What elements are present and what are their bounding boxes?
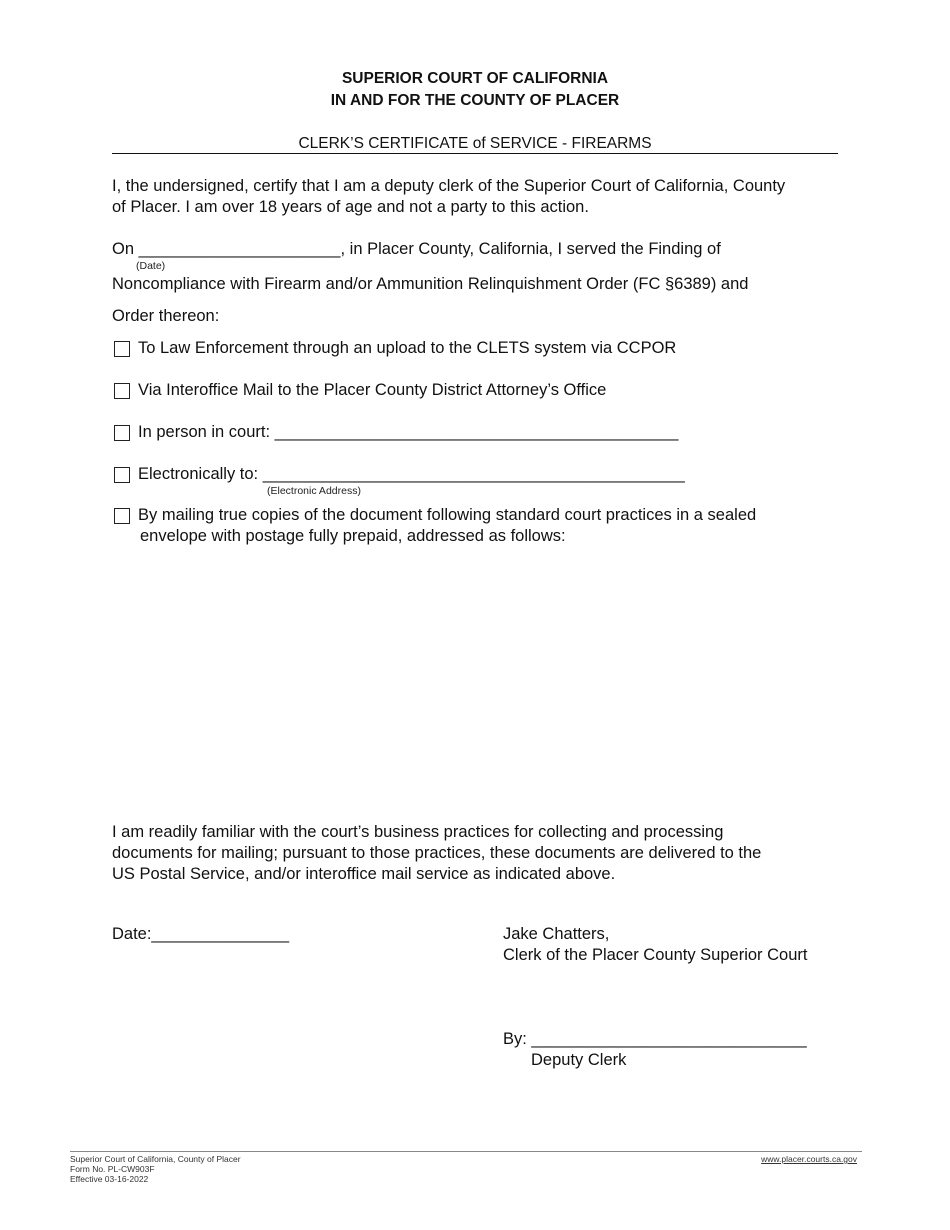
in-person-option-field[interactable]: In person in court: ____________________________________________ xyxy=(138,423,679,441)
footer-website-link[interactable]: www.placer.courts.ca.gov xyxy=(761,1154,857,1164)
familiar-line-2: documents for mailing; pursuant to those practices, these documents are delivered to the xyxy=(112,844,762,862)
service-date-line[interactable]: On ______________________, in Placer County, California, I served the Finding of xyxy=(112,240,721,258)
interoffice-option-label: Via Interoffice Mail to the Placer County District Attorney’s Office xyxy=(138,381,607,399)
in-person-checkbox[interactable] xyxy=(114,425,130,441)
clerk-name: Jake Chatters, xyxy=(503,925,610,943)
mail-option-line-1: By mailing true copies of the document following standard court practices in a sealed xyxy=(138,506,757,524)
form-title: CLERK’S CERTIFICATE of SERVICE - FIREARMS xyxy=(298,135,652,152)
footer-effective-date: Effective 03-16-2022 xyxy=(70,1174,149,1184)
mail-option-line-2: envelope with postage fully prepaid, addressed as follows: xyxy=(140,527,566,545)
service-line-3: Order thereon: xyxy=(112,307,220,325)
electronic-checkbox[interactable] xyxy=(114,467,130,483)
clerk-title: Clerk of the Placer County Superior Court xyxy=(503,946,808,964)
deputy-clerk-label: Deputy Clerk xyxy=(531,1051,627,1069)
service-line-2: Noncompliance with Firearm and/or Ammunition Relinquishment Order (FC §6389) and xyxy=(112,275,749,293)
intro-line-1: I, the undersigned, certify that I am a deputy clerk of the Superior Court of California, County xyxy=(112,177,786,195)
clets-checkbox[interactable] xyxy=(114,341,130,357)
mail-checkbox[interactable] xyxy=(114,508,130,524)
electronic-option-field[interactable]: Electronically to: ______________________________________________ xyxy=(138,465,685,483)
county-name: IN AND FOR THE COUNTY OF PLACER xyxy=(330,92,620,109)
signature-line[interactable]: By: ______________________________ xyxy=(503,1030,807,1048)
footer-form-number: Form No. PL-CW903F xyxy=(70,1164,155,1174)
interoffice-checkbox[interactable] xyxy=(114,383,130,399)
clets-option-label: To Law Enforcement through an upload to the CLETS system via CCPOR xyxy=(138,339,677,357)
familiar-line-3: US Postal Service, and/or interoffice mail service as indicated above. xyxy=(112,865,616,883)
intro-line-2: of Placer. I am over 18 years of age and not a party to this action. xyxy=(112,198,589,216)
title-rule xyxy=(112,153,838,154)
electronic-address-caption: (Electronic Address) xyxy=(267,485,361,497)
familiar-line-1: I am readily familiar with the court’s business practices for collecting and processing xyxy=(112,823,724,841)
date-caption: (Date) xyxy=(136,260,166,272)
date-field[interactable]: Date:_______________ xyxy=(112,925,290,943)
footer-rule xyxy=(70,1151,862,1152)
court-name: SUPERIOR COURT OF CALIFORNIA xyxy=(341,70,609,87)
footer-court: Superior Court of California, County of Placer xyxy=(70,1154,241,1164)
